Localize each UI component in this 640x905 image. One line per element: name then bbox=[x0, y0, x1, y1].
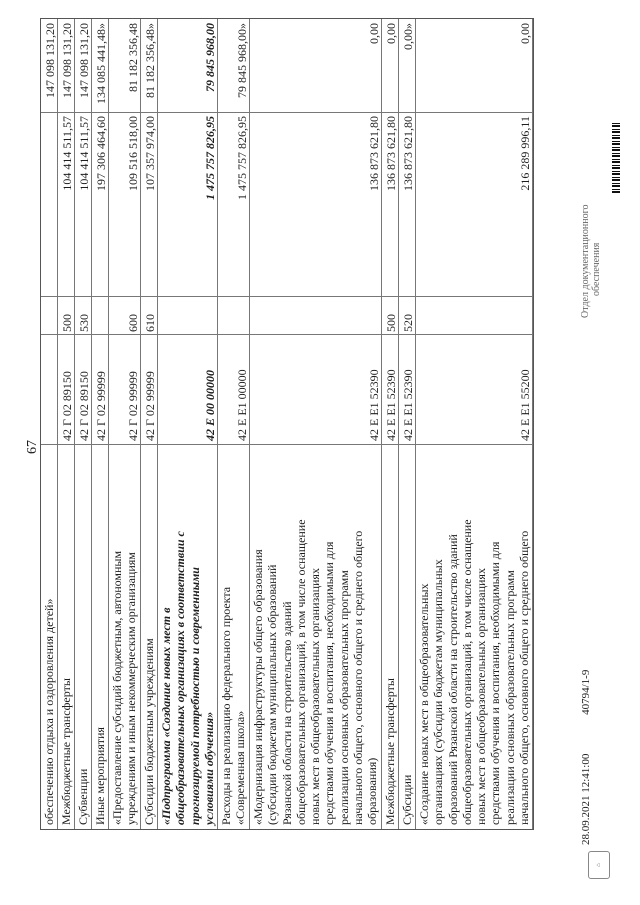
row-value-3: 134 085 441,48» bbox=[93, 23, 108, 104]
row-value-1: 216 289 996,11 bbox=[517, 116, 532, 191]
row-name-line: Иные мероприятия bbox=[93, 727, 107, 825]
row-name-line: учреждениям и иным некоммерческим организациям bbox=[124, 552, 139, 825]
row-value-3: 147 098 131,20 bbox=[59, 23, 74, 98]
row-name-line: общеобразовательных организациях в соответствии с bbox=[173, 531, 188, 825]
row-value-1: 107 357 974,00 bbox=[142, 116, 157, 191]
footer-dept-line2: обеспечения bbox=[591, 242, 602, 296]
table-row bbox=[58, 19, 75, 829]
row-code: 42 Е Е1 52390 bbox=[383, 369, 398, 441]
footer-dept-line1: Отдел документационного bbox=[580, 204, 591, 318]
row-name-line: организациях (субсидии бюджетам муниципальных bbox=[431, 559, 446, 825]
row-name bbox=[159, 531, 216, 825]
table-row bbox=[41, 19, 58, 829]
row-expense-type: 600 bbox=[125, 314, 140, 332]
row-name bbox=[42, 599, 56, 825]
row-value-1: 1 475 757 826,95 bbox=[234, 116, 249, 200]
footer-department bbox=[580, 205, 602, 318]
table-row bbox=[109, 19, 141, 829]
row-name-line: прогнозируемой потребностью и современными bbox=[187, 567, 202, 825]
row-value-1: 136 873 621,80 bbox=[383, 116, 398, 191]
table-row bbox=[382, 19, 399, 829]
row-value-3: 79 845 968,00» bbox=[234, 23, 249, 98]
footer-datetime bbox=[580, 670, 592, 845]
row-value-3: 81 182 356,48 bbox=[125, 23, 140, 92]
row-name-line: средствами обучения и воспитания, необходимыми для bbox=[488, 541, 503, 825]
table-row bbox=[92, 19, 109, 829]
row-name-line: Рязанской области на строительство зданий bbox=[279, 601, 294, 825]
row-code: 42 Е Е1 52390 bbox=[400, 369, 415, 441]
row-name-line: обеспечению отдыха и оздоровления детей» bbox=[42, 598, 56, 825]
barcode-icon bbox=[612, 121, 620, 193]
row-name bbox=[110, 551, 139, 825]
row-name-line: общеобразовательных организаций, в том числе оснащение bbox=[293, 519, 308, 825]
row-name-line: Расходы на реализацию федерального проекта bbox=[219, 586, 233, 825]
row-name-line: начального общего, основного общего и среднего общего bbox=[517, 530, 532, 825]
row-name-line: образования) bbox=[365, 757, 380, 825]
footer-doc-id: 40794/1-9 bbox=[580, 669, 592, 715]
row-value-1: 136 873 621,80 bbox=[400, 116, 415, 191]
row-value-1: 104 414 511,57 bbox=[76, 116, 91, 191]
row-value-3: 147 098 131,20 bbox=[76, 23, 91, 98]
row-name-line: средствами обучения и воспитания, необходимыми для bbox=[322, 541, 337, 825]
row-name-line: условиями обучения» bbox=[201, 711, 216, 825]
row-name bbox=[383, 678, 397, 825]
row-code: 42 Е Е1 55200 bbox=[517, 369, 532, 441]
row-name-line: «Создание новых мест в общеобразовательных bbox=[417, 583, 431, 825]
row-name-line: новых мест в общеобразовательных организациях bbox=[308, 568, 323, 825]
row-value-3: 0,00 bbox=[383, 23, 398, 44]
row-name-line: Субсидии bbox=[400, 774, 414, 825]
row-name-line: реализации основных образовательных программ bbox=[502, 570, 517, 825]
table-row bbox=[218, 19, 250, 829]
row-name-line: «Современная школа» bbox=[233, 710, 248, 825]
row-value-1: 104 414 511,57 bbox=[59, 116, 74, 191]
row-value-3: 79 845 968,00 bbox=[202, 23, 217, 92]
row-code: 42 Е 00 00000 bbox=[202, 369, 217, 441]
table-row bbox=[416, 19, 533, 829]
row-name-line: образований Рязанской области на строительство зданий bbox=[445, 534, 460, 825]
row-value-1: 109 516 518,00 bbox=[125, 116, 140, 191]
row-name-line: «Модернизация инфраструктуры общего образования bbox=[251, 549, 265, 825]
row-value-3: 0,00» bbox=[400, 23, 415, 50]
budget-table bbox=[40, 18, 534, 830]
row-name bbox=[93, 727, 107, 825]
row-value-1: 197 306 464,60 bbox=[93, 116, 108, 191]
row-name bbox=[219, 587, 248, 825]
row-name bbox=[400, 775, 414, 825]
logo-stamp-icon: ⌂ bbox=[588, 851, 610, 879]
row-expense-type: 500 bbox=[59, 314, 74, 332]
table-row bbox=[399, 19, 416, 829]
row-name-line: общеобразовательных организаций, в том числе оснащение bbox=[459, 519, 474, 825]
table-row bbox=[158, 19, 218, 829]
footer-date: 28.09.2021 12:41:00 bbox=[580, 753, 592, 845]
row-value-1: 1 475 757 826,95 bbox=[202, 116, 217, 200]
row-name-line: начального общего, основного общего и среднего общего bbox=[351, 530, 366, 825]
row-code: 42 Г 02 89150 bbox=[76, 371, 91, 441]
row-code: 42 Г 02 99999 bbox=[93, 371, 108, 441]
row-code: 42 Е Е1 52390 bbox=[366, 369, 381, 441]
table-row bbox=[141, 19, 158, 829]
row-name-line: Субсидии бюджетным учреждениям bbox=[142, 638, 156, 825]
row-name bbox=[76, 769, 90, 825]
row-expense-type: 610 bbox=[142, 314, 157, 332]
row-code: 42 Е Е1 00000 bbox=[234, 369, 249, 441]
row-expense-type: 530 bbox=[76, 314, 91, 332]
page-number: 67 bbox=[25, 440, 40, 454]
row-code: 42 Г 02 89150 bbox=[59, 371, 74, 441]
row-name bbox=[59, 678, 73, 825]
row-value-3: 0,00 bbox=[366, 23, 381, 44]
row-code: 42 Г 02 99999 bbox=[142, 371, 157, 441]
row-value-1: 136 873 621,80 bbox=[366, 116, 381, 191]
table-row bbox=[250, 19, 382, 829]
row-name bbox=[417, 519, 531, 825]
row-name-line: Межбюджетные трансферты bbox=[59, 678, 73, 825]
row-name-line: «Подпрограмма «Создание новых мест в bbox=[159, 607, 173, 825]
row-name-line: Межбюджетные трансферты bbox=[383, 678, 397, 825]
row-name-line: реализации основных образовательных программ bbox=[336, 570, 351, 825]
row-value-3: 81 182 356,48» bbox=[142, 23, 157, 98]
row-name-line: «Предоставление субсидий бюджетным, автономным bbox=[110, 550, 124, 825]
row-name-line: (субсидии бюджетам муниципальных образований bbox=[265, 564, 280, 825]
row-expense-type: 520 bbox=[400, 314, 415, 332]
row-code: 42 Г 02 99999 bbox=[125, 371, 140, 441]
table-row bbox=[75, 19, 92, 829]
row-name bbox=[142, 638, 156, 825]
row-value-3: 147 098 131,20 bbox=[42, 23, 57, 98]
row-name-line: новых мест в общеобразовательных организациях bbox=[474, 568, 489, 825]
row-expense-type: 500 bbox=[383, 314, 398, 332]
row-name-line: Субвенции bbox=[76, 768, 90, 825]
row-name bbox=[251, 519, 380, 825]
row-value-3: 0,00 bbox=[517, 23, 532, 44]
